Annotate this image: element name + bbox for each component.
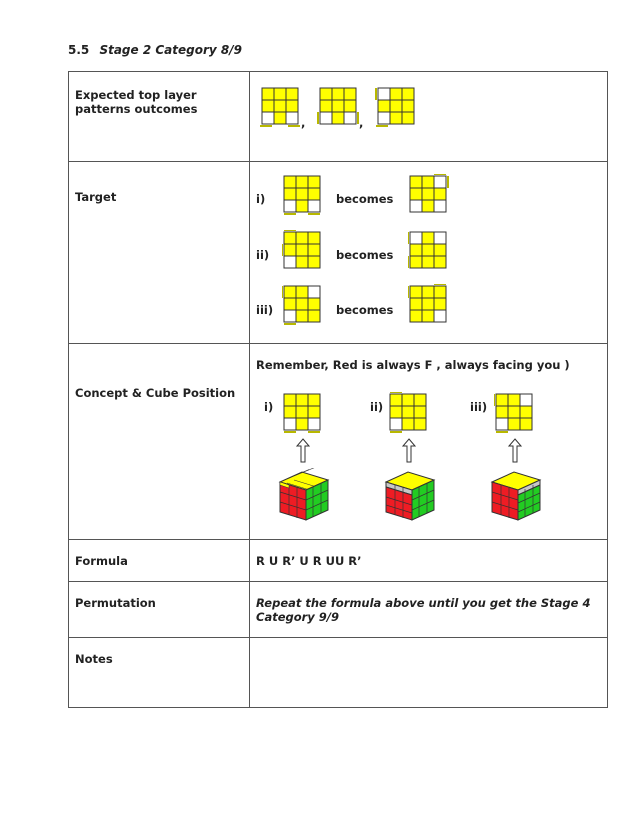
permutation-value: Repeat the formula above until you get the Stage 4 Category 9/9 bbox=[256, 596, 591, 624]
formula-value: R U R’ U R UU R’ bbox=[256, 554, 362, 568]
position-pattern-1 bbox=[282, 392, 324, 434]
target-word-3: becomes bbox=[336, 303, 394, 317]
row-permutation bbox=[69, 582, 608, 638]
target-from-1 bbox=[282, 174, 324, 216]
row-concept bbox=[69, 344, 608, 540]
pattern-1 bbox=[260, 88, 300, 126]
content-concept bbox=[250, 344, 608, 540]
section-number: 5.5 bbox=[68, 43, 90, 57]
target-from-2 bbox=[282, 230, 324, 272]
content-target bbox=[250, 162, 608, 344]
position-pattern-2 bbox=[388, 392, 430, 434]
label-notes: Notes bbox=[69, 638, 250, 708]
content-notes bbox=[250, 638, 608, 708]
target-from-3 bbox=[282, 284, 324, 326]
content-formula bbox=[250, 540, 608, 582]
target-to-1 bbox=[408, 174, 450, 216]
label-target: Target bbox=[69, 162, 250, 344]
arrow-up-icon-3 bbox=[507, 438, 523, 464]
expected-patterns bbox=[260, 86, 420, 130]
position-label-2: ii) bbox=[370, 400, 384, 414]
label-permutation: Permutation bbox=[69, 582, 250, 638]
row-expected bbox=[69, 72, 608, 162]
stage-table bbox=[68, 71, 608, 708]
row-formula bbox=[69, 540, 608, 582]
label-expected: Expected top layer patterns outcomes bbox=[69, 72, 250, 162]
target-word-2: becomes bbox=[336, 248, 394, 262]
label-concept: Concept & Cube Position bbox=[69, 344, 250, 540]
section-title: Stage 2 Category 8/9 bbox=[99, 43, 242, 57]
arrow-up-icon-1 bbox=[295, 438, 311, 464]
row-notes bbox=[69, 638, 608, 708]
position-label-3: iii) bbox=[470, 400, 488, 414]
cube-icon-1 bbox=[276, 468, 332, 524]
target-word-1: becomes bbox=[336, 192, 394, 206]
pattern-2 bbox=[318, 88, 358, 124]
target-to-2 bbox=[408, 230, 450, 272]
section-heading bbox=[68, 43, 242, 57]
target-roman-3: iii) bbox=[256, 303, 274, 317]
target-roman-1: i) bbox=[256, 192, 266, 206]
pattern-3 bbox=[376, 88, 414, 126]
separator-2: , bbox=[359, 116, 364, 130]
separator-1: , bbox=[301, 116, 306, 130]
content-permutation bbox=[250, 582, 608, 638]
position-pattern-3 bbox=[494, 392, 536, 434]
target-to-3 bbox=[408, 284, 450, 326]
content-expected bbox=[250, 72, 608, 162]
arrow-up-icon-2 bbox=[401, 438, 417, 464]
position-label-1: i) bbox=[264, 400, 274, 414]
cube-icon-3 bbox=[488, 468, 544, 524]
cube-icon-2 bbox=[382, 468, 438, 524]
remember-note: Remember, Red is always F , always facing you ) bbox=[256, 358, 570, 372]
row-target bbox=[69, 162, 608, 344]
label-formula: Formula bbox=[69, 540, 250, 582]
target-roman-2: ii) bbox=[256, 248, 270, 262]
